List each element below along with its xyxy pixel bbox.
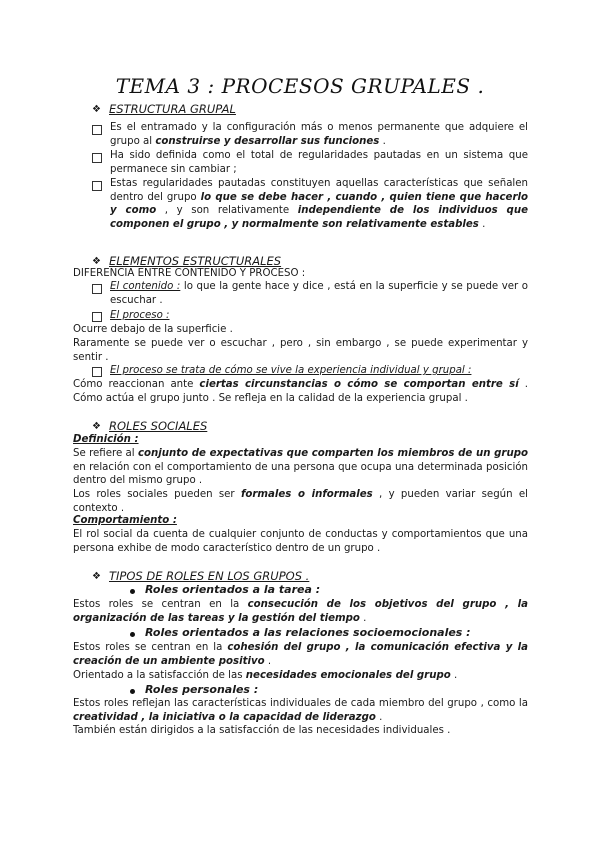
proceso-label: El proceso :	[110, 310, 170, 321]
checkbox-icon	[92, 284, 102, 294]
diamond-bullet-icon: ❖	[92, 571, 101, 582]
page-title: TEMA 3 : PROCESOS GRUPALES .	[115, 74, 485, 98]
checkbox-icon	[92, 181, 102, 191]
checkbox-icon	[92, 312, 102, 322]
proceso-paragraph-2: Raramente se puede ver o escuchar , pero , sin embargo , se puede experimentar y sentir .	[73, 338, 528, 363]
estructura-item-3: Estas regularidades pautadas constituyen aquellas características que señalen dentro del grupo lo que se debe hacer , cuando , quien tiene que hacerlo y como , y son relativamente independiente de los individuos que componen el grupo , y normalmente son relativamente estables .	[110, 178, 528, 230]
definicion-label: Definición :	[73, 434, 139, 445]
proceso-vive-label: El proceso se trata de cómo se vive la experiencia individual y grupal :	[110, 365, 472, 376]
comportamiento-paragraph: El rol social da cuenta de cualquier conjunto de conductas y comportamientos que una persona exhibe de modo característico dentro de un grupo .	[73, 529, 528, 554]
role-heading-relaciones: Roles orientados a las relaciones socioemocionales :	[145, 626, 471, 639]
bullet-icon	[130, 632, 135, 637]
tipos-paragraph: Los roles sociales pueden ser formales o informales , y pueden variar según el contexto .	[73, 489, 528, 514]
personales-paragraph: Estos roles reflejan las características individuales de cada miembro del grupo , como la creatividad , la iniciativa o la capacidad de liderazgo .	[73, 698, 528, 723]
diamond-bullet-icon: ❖	[92, 104, 101, 115]
contenido-item: El contenido : lo que la gente hace y dice , está en la superficie y se puede ver o escuchar .	[110, 281, 528, 306]
section-heading-tipos: TIPOS DE ROLES EN LOS GRUPOS .	[109, 569, 310, 583]
bullet-icon	[130, 689, 135, 694]
checkbox-icon	[92, 367, 102, 377]
proceso-como-paragraph: Cómo reaccionan ante ciertas circunstancias o cómo se comportan entre sí . Cómo actúa el grupo junto . Se refleja en la calidad de la experiencia grupal .	[73, 379, 528, 404]
diamond-bullet-icon: ❖	[92, 421, 101, 432]
diferencia-subtitle: DIFERENCIA ENTRE CONTENIDO Y PROCESO :	[73, 268, 306, 279]
section-heading-roles: ROLES SOCIALES	[109, 419, 208, 433]
diamond-bullet-icon: ❖	[92, 256, 101, 267]
comportamiento-label: Comportamiento :	[73, 515, 177, 526]
relaciones-paragraph: Estos roles se centran en la cohesión del grupo , la comunicación efectiva y la creación de un ambiente positivo .	[73, 642, 528, 667]
section-heading-elementos: ELEMENTOS ESTRUCTURALES	[109, 254, 282, 268]
estructura-item-2: Ha sido definida como el total de regularidades pautadas en un sistema que permanece sin cambiar ;	[110, 150, 528, 175]
estructura-item-1: Es el entramado y la configuración más o menos permanente que adquiere el grupo al construirse y desarrollar sus funciones .	[110, 122, 528, 147]
bullet-icon	[130, 589, 135, 594]
role-heading-tarea: Roles orientados a la tarea :	[145, 583, 321, 596]
definicion-paragraph: Se refiere al conjunto de expectativas que comparten los miembros de un grupo en relación con el comportamiento de una persona que ocupa una determinada posición dentro del mismo grupo .	[73, 448, 528, 486]
relaciones-paragraph-2: Orientado a la satisfacción de las necesidades emocionales del grupo .	[73, 670, 458, 681]
proceso-paragraph-1: Ocurre debajo de la superficie .	[73, 324, 233, 335]
checkbox-icon	[92, 153, 102, 163]
tarea-paragraph: Estos roles se centran en la consecución de los objetivos del grupo , la organización de las tareas y la gestión del tiempo .	[73, 599, 528, 624]
personales-paragraph-2: También están dirigidos a la satisfacción de las necesidades individuales .	[73, 725, 451, 736]
role-heading-personales: Roles personales :	[145, 683, 259, 696]
checkbox-icon	[92, 125, 102, 135]
section-heading-estructura: ESTRUCTURA GRUPAL	[109, 102, 236, 116]
